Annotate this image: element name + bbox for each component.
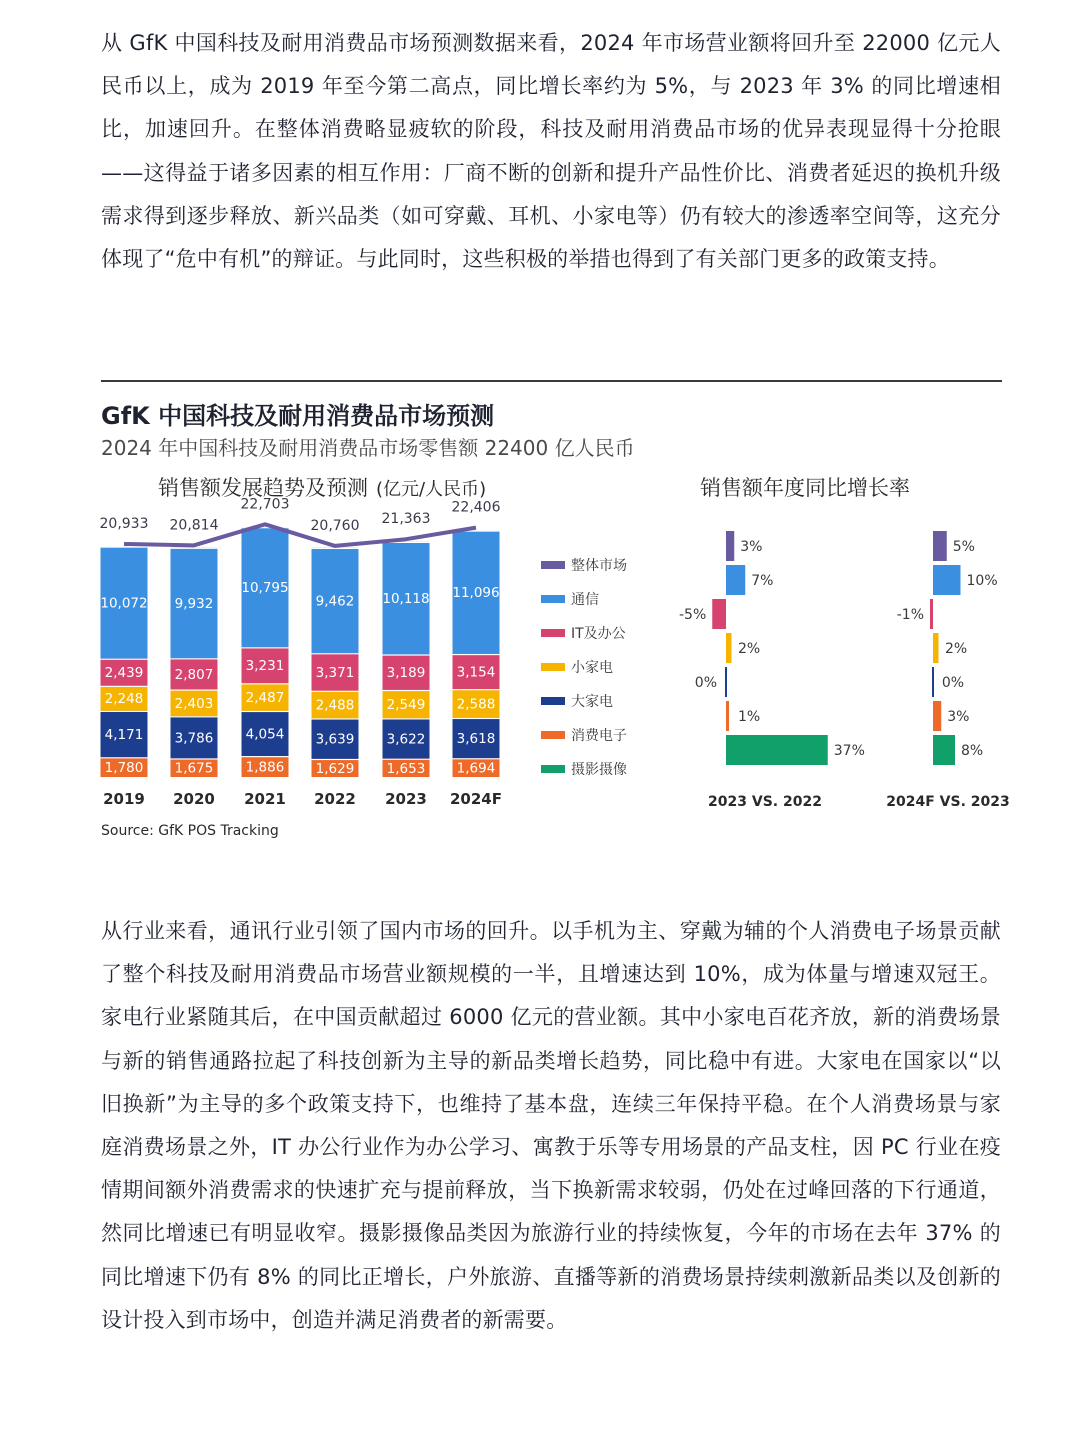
growth-label-0-overall: 3%: [740, 539, 763, 555]
growth-bar-1-photo: [933, 735, 955, 765]
bar-label-consumer_electronics-2023: 1,653: [386, 760, 426, 777]
legend-swatch-photo: [541, 765, 565, 773]
intro-paragraph: 从 GfK 中国科技及耐用消费品市场预测数据来看，2024 年市场营业额将回升至 22000 亿元人民币以上，成为 2019 年至今第二高点，同比增长率约为 5%，与 2023 年 3% 的同比增速相比，加速回升。在整体消费略显疲软的阶段，科技及耐用消费品市场的优异表现显得十分抢眼——这得益于诸多因素的相互作用：厂商不断的创新和提升产品性价比、消费者延迟的换机升级需求得到逐步释放、新兴品类（如可穿戴、耳机、小家电等）仍有较大的渗透率空间等，这充分体现了“危中有机”的辩证。与此同时，这些积极的举措也得到了有关部门更多的政策支持。: [101, 31, 1001, 272]
left-chart-title-main: 销售额发展趋势及预测: [158, 476, 368, 500]
bar-label-major_appliance-2019: 4,171: [104, 726, 144, 743]
growth-bar-0-it_office: [712, 599, 726, 629]
bar-label-major_appliance-2021: 4,054: [245, 726, 285, 743]
total-label-2024F: 22,406: [451, 499, 501, 516]
figure-title: GfK 中国科技及耐用消费品市场预测: [101, 402, 495, 430]
growth-bar-1-major_appliance: [932, 667, 934, 697]
bar-label-it_office-2020: 2,807: [174, 666, 214, 683]
growth-label-1-photo: 8%: [961, 743, 984, 759]
bar-divider-telecom-2022: [312, 548, 359, 549]
bar-divider-telecom-2019: [101, 546, 148, 547]
x-tick-2020: 2020: [173, 790, 215, 808]
x-tick-2023: 2023: [385, 790, 427, 808]
growth-label-0-it_office: -5%: [678, 607, 707, 623]
bar-divider-major_appliance-2024F: [453, 718, 500, 719]
bar-divider-it_office-2024F: [453, 654, 500, 655]
legend-label-photo: 摄影摄像: [571, 762, 627, 778]
total-label-2019: 20,933: [99, 516, 149, 532]
bar-divider-it_office-2019: [101, 659, 148, 660]
total-label-2022: 20,760: [310, 517, 360, 534]
legend-swatch-major_appliance: [541, 697, 565, 705]
legend-label-major_appliance: 大家电: [571, 694, 613, 710]
bar-divider-consumer_electronics-2022: [312, 759, 359, 760]
bar-divider-small_appliance-2023: [383, 690, 430, 691]
growth-label-0-small_appliance: 2%: [738, 641, 761, 657]
bar-label-it_office-2022: 3,371: [315, 664, 355, 681]
growth-bar-1-consumer_electronics: [933, 701, 941, 731]
legend-swatch-overall: [541, 561, 565, 569]
bar-label-small_appliance-2024F: 2,588: [456, 696, 496, 713]
bar-label-small_appliance-2022: 2,488: [315, 697, 355, 714]
right-chart-title: 销售额年度同比增长率: [700, 476, 910, 500]
bar-divider-it_office-2023: [383, 654, 430, 655]
legend-label-consumer_electronics: 消费电子: [571, 728, 627, 744]
bar-label-it_office-2021: 3,231: [245, 658, 285, 675]
bar-divider-consumer_electronics-2023: [383, 759, 430, 760]
growth-label-1-overall: 5%: [952, 539, 975, 555]
bar-label-telecom-2020: 9,932: [174, 595, 214, 612]
bar-divider-it_office-2022: [312, 653, 359, 654]
bar-divider-consumer_electronics-2021: [242, 756, 289, 757]
bar-label-it_office-2023: 3,189: [386, 665, 426, 682]
bar-label-telecom-2024F: 11,096: [452, 585, 500, 602]
bar-label-major_appliance-2023: 3,622: [386, 731, 426, 748]
bar-divider-major_appliance-2020: [171, 716, 218, 717]
bar-label-consumer_electronics-2019: 1,780: [104, 760, 144, 777]
bar-divider-major_appliance-2019: [101, 711, 148, 712]
growth-axis-label-0: 2023 VS. 2022: [708, 794, 822, 810]
bar-divider-small_appliance-2022: [312, 691, 359, 692]
bar-divider-telecom-2020: [171, 548, 218, 549]
growth-label-0-telecom: 7%: [751, 573, 774, 589]
growth-bar-1-it_office: [930, 599, 933, 629]
bar-divider-consumer_electronics-2019: [101, 757, 148, 758]
bar-divider-it_office-2021: [242, 647, 289, 648]
bar-divider-major_appliance-2022: [312, 718, 359, 719]
total-label-2020: 20,814: [169, 517, 219, 534]
growth-bar-0-photo: [726, 735, 828, 765]
growth-label-1-consumer_electronics: 3%: [947, 709, 970, 725]
left-chart-title-unit: (亿元/人民币): [376, 479, 487, 500]
total-label-2021: 22,703: [240, 496, 290, 513]
bar-label-small_appliance-2021: 2,487: [245, 690, 285, 707]
x-tick-2024F: 2024F: [450, 790, 502, 808]
legend-label-telecom: 通信: [571, 592, 599, 608]
bar-label-major_appliance-2022: 3,639: [315, 731, 355, 748]
bar-divider-major_appliance-2021: [242, 711, 289, 712]
bar-label-consumer_electronics-2020: 1,675: [174, 760, 214, 777]
bar-label-telecom-2021: 10,795: [241, 580, 289, 597]
growth-bar-1-telecom: [933, 565, 961, 595]
legend-swatch-telecom: [541, 595, 565, 603]
x-tick-2019: 2019: [103, 790, 145, 808]
growth-label-0-photo: 37%: [833, 743, 865, 759]
legend-swatch-consumer_electronics: [541, 731, 565, 739]
bar-label-small_appliance-2020: 2,403: [174, 695, 214, 712]
figure-subtitle: 2024 年中国科技及耐用消费品市场零售额 22400 亿人民币: [101, 436, 635, 460]
bar-divider-small_appliance-2024F: [453, 689, 500, 690]
legend-swatch-small_appliance: [541, 663, 565, 671]
x-tick-2022: 2022: [314, 790, 356, 808]
growth-label-0-consumer_electronics: 1%: [738, 709, 761, 725]
growth-bar-0-consumer_electronics: [726, 701, 729, 731]
bar-label-it_office-2019: 2,439: [104, 665, 144, 682]
industry-paragraph: 从行业来看，通讯行业引领了国内市场的回升。以手机为主、穿戴为辅的个人消费电子场景贡献了整个科技及耐用消费品市场营业额规模的一半，且增速达到 10%，成为体量与增速双冠王。家电行业紧随其后，在中国贡献超过 6000 亿元的营业额。其中小家电百花齐放，新的消费场景与新的销售通路拉起了科技创新为主导的新品类增长趋势，同比稳中有进。大家电在国家以“以旧换新”为主导的多个政策支持下，也维持了基本盘，连续三年保持平稳。在个人消费场景与家庭消费场景之外，IT 办公行业作为办公学习、寓教于乐等专用场景的产品支柱，因 PC 行业在疫情期间额外消费需求的快速扩充与提前释放，当下换新需求较弱，仍处在过峰回落的下行通道，然同比增速已有明显收窄。摄影摄像品类因为旅游行业的持续恢复，今年的市场在去年 37% 的同比增速下仍有 8% 的同比正增长，户外旅游、直播等新的消费场景持续刺激新品类以及创新的设计投入到市场中，创造并满足消费者的新需要。: [101, 919, 1001, 1332]
total-label-2023: 21,363: [381, 511, 431, 528]
bar-label-telecom-2022: 9,462: [315, 593, 355, 610]
bar-label-consumer_electronics-2021: 1,886: [245, 759, 285, 776]
bar-label-major_appliance-2020: 3,786: [174, 730, 214, 747]
bar-label-consumer_electronics-2024F: 1,694: [456, 760, 496, 777]
figure-source: Source: GfK POS Tracking: [101, 823, 279, 839]
x-tick-2021: 2021: [244, 790, 286, 808]
growth-axis-label-1: 2024F VS. 2023: [886, 794, 1010, 810]
growth-label-1-telecom: 10%: [966, 573, 998, 589]
legend-label-small_appliance: 小家电: [571, 660, 613, 676]
bar-label-telecom-2023: 10,118: [382, 591, 430, 608]
growth-label-1-small_appliance: 2%: [945, 641, 968, 657]
legend-label-it_office: IT及办公: [571, 626, 626, 642]
growth-bar-0-major_appliance: [725, 667, 727, 697]
bar-divider-it_office-2020: [171, 658, 218, 659]
growth-label-1-it_office: -1%: [896, 607, 924, 623]
bar-label-small_appliance-2019: 2,248: [104, 691, 144, 708]
bar-label-consumer_electronics-2022: 1,629: [315, 760, 355, 777]
bar-label-telecom-2019: 10,072: [100, 595, 148, 612]
growth-label-0-major_appliance: 0%: [694, 675, 717, 691]
growth-bar-1-small_appliance: [933, 633, 939, 663]
bar-divider-small_appliance-2021: [242, 683, 289, 684]
bar-divider-small_appliance-2019: [101, 686, 148, 687]
legend-label-overall: 整体市场: [571, 558, 627, 574]
bar-divider-consumer_electronics-2020: [171, 758, 218, 759]
growth-bar-1-overall: [933, 531, 947, 561]
bar-label-major_appliance-2024F: 3,618: [456, 731, 496, 748]
growth-bar-0-overall: [726, 531, 734, 561]
growth-label-1-major_appliance: 0%: [941, 675, 965, 691]
bar-label-it_office-2024F: 3,154: [456, 664, 496, 681]
bar-divider-small_appliance-2020: [171, 689, 218, 690]
growth-bar-0-telecom: [726, 565, 745, 595]
bar-divider-major_appliance-2023: [383, 718, 430, 719]
growth-bar-0-small_appliance: [726, 633, 732, 663]
legend-swatch-it_office: [541, 629, 565, 637]
bar-divider-consumer_electronics-2024F: [453, 758, 500, 759]
bar-label-small_appliance-2023: 2,549: [386, 697, 426, 714]
